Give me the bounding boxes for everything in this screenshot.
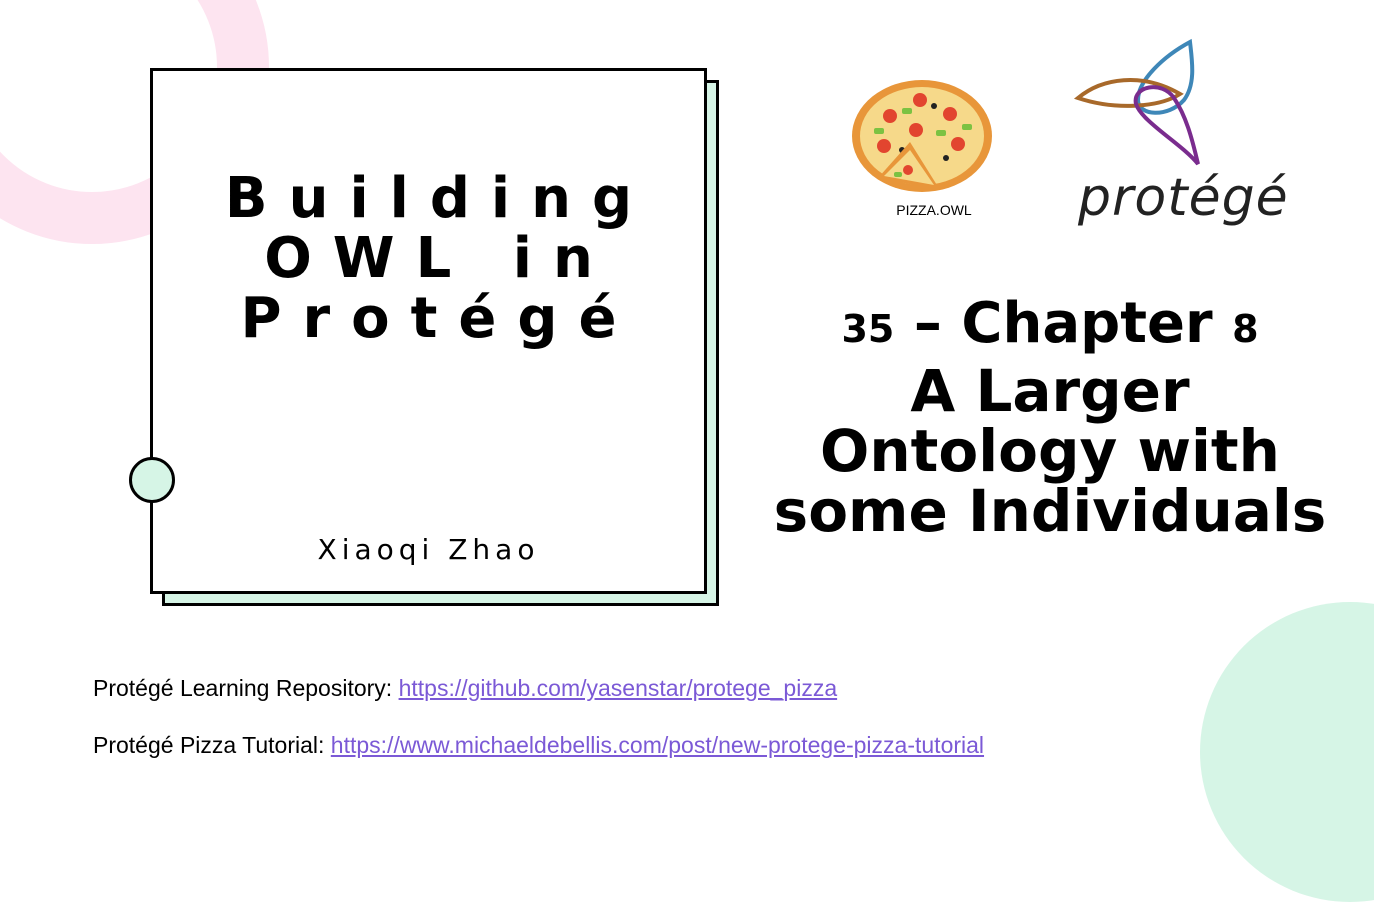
card-knob-decoration xyxy=(129,457,175,503)
chapter-word: Chapter xyxy=(961,291,1213,356)
course-title-line-2: OWL in xyxy=(264,226,614,291)
headline-line-3: some Individuals xyxy=(773,477,1327,545)
author-name: Xiaoqi Zhao xyxy=(317,533,540,566)
repository-link-row xyxy=(93,672,984,729)
repository-link-label: Protégé Learning Repository: xyxy=(93,675,393,701)
headline-line-1: A Larger xyxy=(910,357,1190,425)
tutorial-link[interactable]: https://www.michaeldebellis.com/post/new-protege-pizza-tutorial xyxy=(330,732,985,758)
protege-wordmark: protégé xyxy=(1078,168,1289,228)
tutorial-link-row xyxy=(93,729,984,786)
title-card xyxy=(150,68,707,594)
chapter-line xyxy=(740,292,1360,361)
decorative-mint-circle xyxy=(1200,602,1374,902)
headline-line-2: Ontology with xyxy=(820,417,1280,485)
chapter-headline xyxy=(740,291,1360,545)
protege-logo-icon xyxy=(1072,38,1208,170)
tutorial-link-label: Protégé Pizza Tutorial: xyxy=(93,732,325,758)
pizza-owl-caption: PIZZA.OWL xyxy=(896,202,972,218)
headline-dash: – xyxy=(913,291,942,356)
repository-link[interactable]: https://github.com/yasenstar/protege_pizza xyxy=(398,675,838,701)
course-title-line-3: Protégé xyxy=(240,286,638,351)
reference-links xyxy=(93,672,984,786)
video-number: 35 xyxy=(841,307,895,351)
chapter-number: 8 xyxy=(1232,307,1259,351)
course-title-line-1: Building xyxy=(224,166,654,231)
pizza-icon xyxy=(850,78,998,198)
course-title xyxy=(153,166,704,351)
